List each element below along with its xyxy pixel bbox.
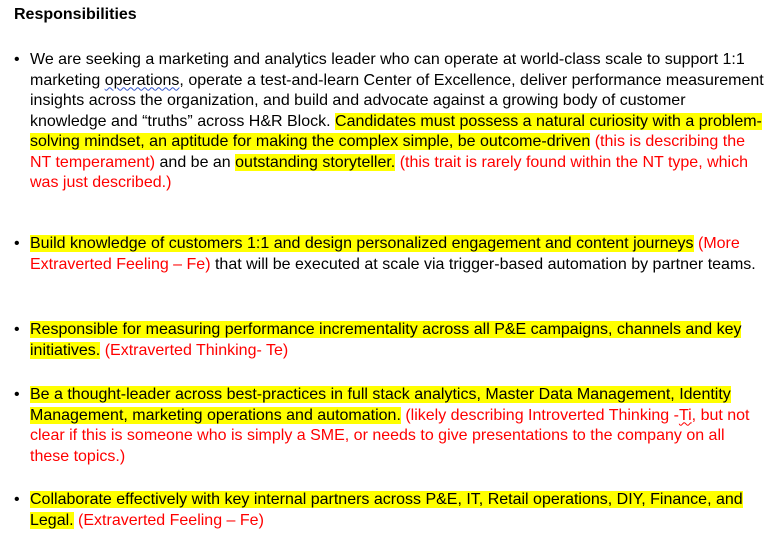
list-item — [14, 320, 766, 361]
highlighted-text: Be a thought-leader across best-practices in full stack analytics, Master Data Management, Identity Management, marketing operations and automation. — [30, 386, 731, 424]
bullet-icon: • — [14, 386, 20, 403]
list-item-text — [30, 320, 766, 361]
list-item-text — [30, 385, 766, 467]
plain-text: , operate a test-and-learn Center of Excellence, deliver performance measurement insights across the organization, and build and advocate against a growing body of customer knowledge and “truths” across H&R Block. — [30, 71, 764, 130]
bullet-icon: • — [14, 321, 20, 338]
spellcheck-word: operations — [104, 71, 180, 89]
list-item — [14, 234, 766, 275]
section-heading: Responsibilities — [14, 6, 137, 23]
highlighted-text: Collaborate effectively with key internal partners across P&E, IT, Retail operations, DIY, Finance, and Legal. — [30, 491, 743, 529]
list-item-text — [30, 490, 766, 531]
list-item-text — [30, 50, 766, 194]
bullet-icon: • — [14, 235, 20, 252]
annotation-text: (likely describing Introverted Thinking - — [400, 406, 679, 424]
highlighted-text: Build knowledge of customers 1:1 and design personalized engagement and content journeys — [30, 235, 694, 252]
list-item — [14, 50, 766, 194]
spellcheck-word: Ti — [678, 406, 692, 424]
list-item — [14, 385, 766, 467]
plain-text: and be an — [155, 153, 236, 171]
list-item-text — [30, 234, 766, 275]
annotation-text: (this trait is rarely found within the NT type, which was just described.) — [30, 153, 748, 191]
annotation-text: (Extraverted Feeling – Fe) — [73, 511, 264, 529]
bullet-icon: • — [14, 491, 20, 508]
annotation-text: , but not clear if this is someone who is simply a SME, or needs to give presentations to the company on all these topics.) — [30, 406, 750, 465]
plain-text: We are seeking a marketing and analytics leader who can operate at world-class scale to support 1:1 marketing — [30, 51, 745, 89]
annotation-text: (this is describing the NT temperament) — [30, 133, 746, 171]
annotation-text: (More Extraverted Feeling – Fe) — [30, 235, 740, 273]
highlighted-text: Candidates must possess a natural curiosity with a problem-solving mindset, an aptitude for making the complex simple, be outcome-driven — [30, 112, 762, 150]
highlighted-text: outstanding storyteller. — [235, 153, 396, 171]
annotation-text: (Extraverted Thinking- Te) — [100, 341, 289, 359]
plain-text: that will be executed at scale via trigger-based automation by partner teams. — [210, 255, 756, 273]
bullet-icon: • — [14, 51, 20, 68]
list-item — [14, 490, 766, 531]
highlighted-text: Responsible for measuring performance incrementality across all P&E campaigns, channels and key initiatives. — [30, 321, 742, 359]
